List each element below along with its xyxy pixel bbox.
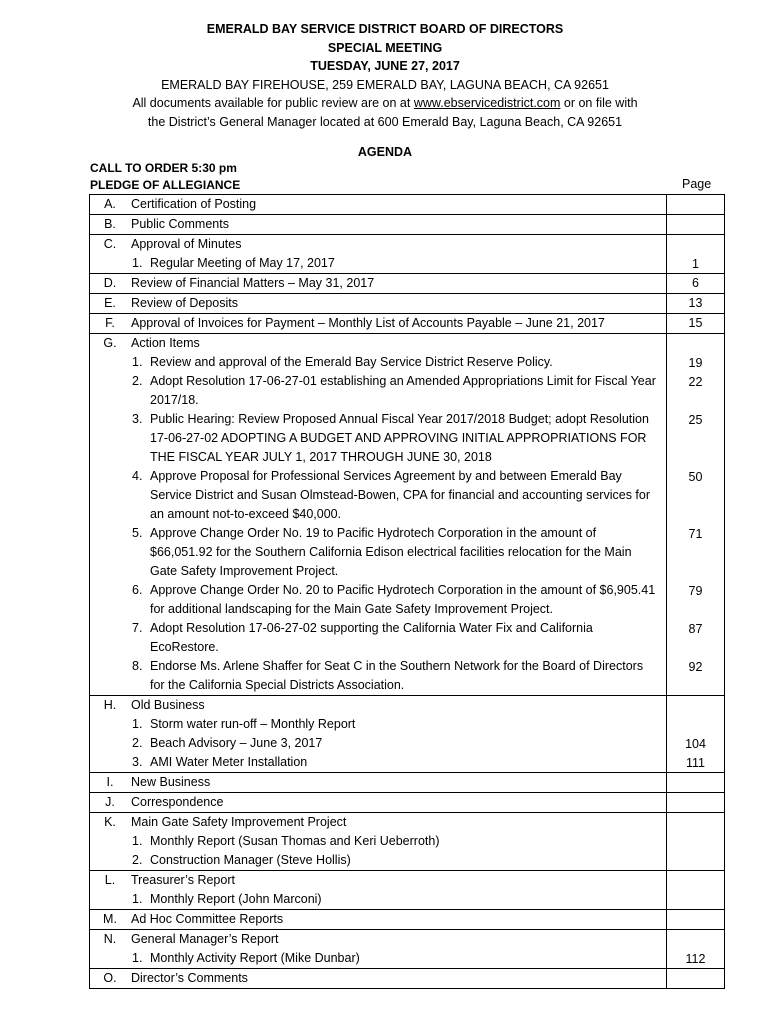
agenda-item-content: [130, 930, 667, 969]
agenda-sub-item: [130, 467, 666, 524]
sub-item-page: 50: [688, 469, 703, 484]
pledge-of-allegiance: PLEDGE OF ALLEGIANCE: [90, 178, 241, 192]
agenda-sub-item: [130, 254, 666, 273]
sub-item-page: 104: [685, 736, 706, 751]
sub-item-text: Construction Manager (Steve Hollis): [150, 853, 351, 867]
agenda-item-content: [130, 910, 667, 930]
agenda-item-letter: C.: [90, 235, 131, 274]
page-column-header: Page: [682, 177, 712, 191]
agenda-item-page-cell: [667, 314, 725, 334]
sub-item-number: 5.: [132, 526, 143, 540]
agenda-item-title: Director’s Comments: [131, 971, 248, 985]
agenda-item-page: 15: [688, 316, 703, 330]
agenda-item-letter: B.: [90, 215, 131, 235]
agenda-item-content: [130, 274, 667, 294]
agenda-item-content: [130, 871, 667, 910]
header-gm-location: the District’s General Manager located at 600 Emerald Bay, Laguna Beach, CA 92651: [147, 114, 623, 129]
sub-item-text: Approve Change Order No. 20 to Pacific Hydrotech Corporation in the amount of $6,905.41 for additional landscaping for the Main Gate Safety Improvement Project.: [150, 583, 656, 616]
sub-item-number: 3.: [132, 755, 143, 769]
agenda-item-content: [130, 314, 667, 334]
agenda-item-title: Treasurer’s Report: [131, 873, 235, 887]
agenda-row: [90, 294, 725, 314]
header-documents-note: [0, 94, 770, 113]
agenda-item-page: 13: [688, 296, 703, 310]
documents-note-text-end: or on file with: [560, 96, 638, 110]
sub-item-number: 1.: [132, 892, 143, 906]
agenda-item-letter: I.: [90, 773, 131, 793]
sub-item-number: 1.: [132, 717, 143, 731]
sub-item-page: 112: [685, 951, 706, 966]
agenda-item-title: Review of Deposits: [131, 296, 238, 310]
agenda-row: [90, 195, 725, 215]
call-to-order: CALL TO ORDER 5:30 pm: [90, 161, 237, 175]
agenda-sub-item: [130, 949, 666, 968]
sub-item-text: Adopt Resolution 17-06-27-01 establishing an Amended Appropriations Limit for Fiscal Year 2017/18.: [150, 374, 656, 407]
sub-item-number: 1.: [132, 355, 143, 369]
agenda-row: [90, 910, 725, 930]
agenda-item-content: [130, 793, 667, 813]
agenda-row: [90, 813, 725, 871]
agenda-item-content: [130, 235, 667, 274]
agenda-item-title: Action Items: [131, 336, 200, 350]
agenda-item-title: Main Gate Safety Improvement Project: [131, 815, 347, 829]
sub-item-number: 3.: [132, 412, 143, 426]
agenda-item-letter: G.: [90, 334, 131, 696]
agenda-item-page-cell: [667, 969, 725, 989]
sub-item-text: Monthly Activity Report (Mike Dunbar): [150, 951, 360, 965]
agenda-item-title: New Business: [131, 775, 211, 789]
agenda-item-letter: M.: [90, 910, 131, 930]
agenda-item-title: Old Business: [131, 698, 205, 712]
document-header: [0, 20, 770, 131]
agenda-item-title: Approval of Invoices for Payment – Monthly List of Accounts Payable – June 21, 2017: [131, 316, 605, 330]
agenda-item-page-cell: [667, 274, 725, 294]
agenda-item-title: Correspondence: [131, 795, 224, 809]
agenda-item-page-cell: [667, 195, 725, 215]
agenda-item-page-cell: [667, 813, 725, 871]
agenda-item-content: [130, 696, 667, 773]
sub-item-number: 7.: [132, 621, 143, 635]
agenda-item-letter: A.: [90, 195, 131, 215]
agenda-sub-item: [130, 410, 666, 467]
agenda-sub-item: [130, 581, 666, 619]
agenda-row: [90, 793, 725, 813]
agenda-item-title: Public Comments: [131, 217, 229, 231]
agenda-item-content: [130, 773, 667, 793]
agenda-row: [90, 235, 725, 274]
agenda-row: [90, 871, 725, 910]
agenda-row: [90, 215, 725, 235]
agenda-item-title: General Manager’s Report: [131, 932, 279, 946]
sub-item-page: 25: [688, 412, 703, 427]
agenda-item-page-cell: [667, 334, 725, 696]
sub-item-number: 4.: [132, 469, 143, 483]
agenda-sub-item: [130, 619, 666, 657]
agenda-row: [90, 969, 725, 989]
agenda-row: [90, 773, 725, 793]
agenda-item-letter: H.: [90, 696, 131, 773]
agenda-item-content: [130, 294, 667, 314]
sub-item-text: Monthly Report (Susan Thomas and Keri Ueberroth): [150, 834, 440, 848]
agenda-item-letter: L.: [90, 871, 131, 910]
agenda-item-page: 6: [692, 276, 699, 290]
sub-item-page: 87: [688, 621, 703, 636]
documents-note-text: All documents available for public review are on at: [132, 96, 414, 110]
agenda-table: [89, 194, 725, 989]
agenda-item-letter: D.: [90, 274, 131, 294]
header-date: TUESDAY, JUNE 27, 2017: [310, 59, 460, 73]
agenda-item-page-cell: [667, 773, 725, 793]
sub-item-number: 1.: [132, 834, 143, 848]
sub-item-text: Monthly Report (John Marconi): [150, 892, 322, 906]
agenda-item-content: [130, 813, 667, 871]
sub-item-page: 22: [688, 374, 703, 389]
agenda-row: [90, 314, 725, 334]
agenda-item-page-cell: [667, 235, 725, 274]
sub-item-text: Endorse Ms. Arlene Shaffer for Seat C in the Southern Network for the Board of Directors for the California Special Districts Association.: [150, 659, 644, 692]
sub-item-text: Adopt Resolution 17-06-27-02 supporting the California Water Fix and California EcoRestore.: [150, 621, 593, 654]
agenda-sub-item: [130, 832, 666, 851]
sub-item-text: Review and approval of the Emerald Bay Service District Reserve Policy.: [150, 355, 553, 369]
agenda-item-page-cell: [667, 871, 725, 910]
agenda-item-page-cell: [667, 930, 725, 969]
sub-item-number: 8.: [132, 659, 143, 673]
sub-item-number: 1.: [132, 951, 143, 965]
agenda-item-content: [130, 215, 667, 235]
sub-item-page: 71: [688, 526, 703, 541]
agenda-item-title: Review of Financial Matters – May 31, 2017: [131, 276, 375, 290]
agenda-item-title: Ad Hoc Committee Reports: [131, 912, 284, 926]
header-location: EMERALD BAY FIREHOUSE, 259 EMERALD BAY, LAGUNA BEACH, CA 92651: [161, 77, 609, 92]
sub-item-page: 1: [692, 256, 699, 271]
agenda-sub-item: [130, 851, 666, 870]
website-link[interactable]: www.ebservicedistrict.com: [413, 96, 561, 110]
agenda-sub-item: [130, 715, 666, 734]
agenda-item-letter: N.: [90, 930, 131, 969]
sub-item-number: 2.: [132, 736, 143, 750]
agenda-sub-item: [130, 753, 666, 772]
sub-item-text: Regular Meeting of May 17, 2017: [150, 256, 335, 270]
sub-item-page: 19: [688, 355, 703, 370]
agenda-item-letter: O.: [90, 969, 131, 989]
agenda-row: [90, 274, 725, 294]
agenda-item-content: [130, 195, 667, 215]
sub-item-text: Approve Proposal for Professional Services Agreement by and between Emerald Bay Service District and Susan Olmstead-Bowen, CPA for financial and accounting services for an amount not-to-exceed $40,000.: [150, 469, 650, 521]
sub-item-text: Public Hearing: Review Proposed Annual Fiscal Year 2017/2018 Budget; adopt Resolution 17-06-27-02 ADOPTING A BUDGET AND APPROVING INITIAL APPROPRIATIONS FOR THE FISCAL YEAR JULY 1, 2017 THROUGH JUNE 30, 2018: [150, 412, 649, 464]
agenda-item-page-cell: [667, 910, 725, 930]
sub-item-number: 2.: [132, 374, 143, 388]
agenda-item-letter: J.: [90, 793, 131, 813]
agenda-sub-item: [130, 353, 666, 372]
agenda-item-page-cell: [667, 294, 725, 314]
agenda-sub-item: [130, 657, 666, 695]
sub-item-number: 6.: [132, 583, 143, 597]
agenda-item-page-cell: [667, 793, 725, 813]
agenda-item-letter: F.: [90, 314, 131, 334]
sub-item-page: 111: [685, 755, 705, 770]
sub-item-number: 2.: [132, 853, 143, 867]
agenda-sub-item: [130, 372, 666, 410]
agenda-row: [90, 930, 725, 969]
sub-item-text: Storm water run-off – Monthly Report: [150, 717, 356, 731]
sub-item-text: Beach Advisory – June 3, 2017: [150, 736, 323, 750]
agenda-item-page-cell: [667, 696, 725, 773]
agenda-item-letter: K.: [90, 813, 131, 871]
agenda-title: AGENDA: [357, 145, 413, 159]
sub-item-text: Approve Change Order No. 19 to Pacific Hydrotech Corporation in the amount of $66,051.92 for the Southern California Edison electrical facilities relocation for the Main Gate Safety Improvement Project.: [150, 526, 632, 578]
agenda-item-title: Certification of Posting: [131, 197, 257, 211]
agenda-sub-item: [130, 524, 666, 581]
agenda-item-content: [130, 969, 667, 989]
agenda-sub-item: [130, 734, 666, 753]
sub-item-number: 1.: [132, 256, 143, 270]
sub-item-page: 79: [688, 583, 703, 598]
header-meeting-type: SPECIAL MEETING: [327, 40, 443, 55]
agenda-item-page-cell: [667, 215, 725, 235]
agenda-row: [90, 696, 725, 773]
agenda-item-letter: E.: [90, 294, 131, 314]
agenda-item-content: [130, 334, 667, 696]
agenda-row: [90, 334, 725, 696]
sub-item-text: AMI Water Meter Installation: [150, 755, 308, 769]
sub-item-page: 92: [688, 659, 703, 674]
header-title: EMERALD BAY SERVICE DISTRICT BOARD OF DIRECTORS: [206, 22, 564, 36]
agenda-sub-item: [130, 890, 666, 909]
agenda-item-title: Approval of Minutes: [131, 237, 242, 251]
